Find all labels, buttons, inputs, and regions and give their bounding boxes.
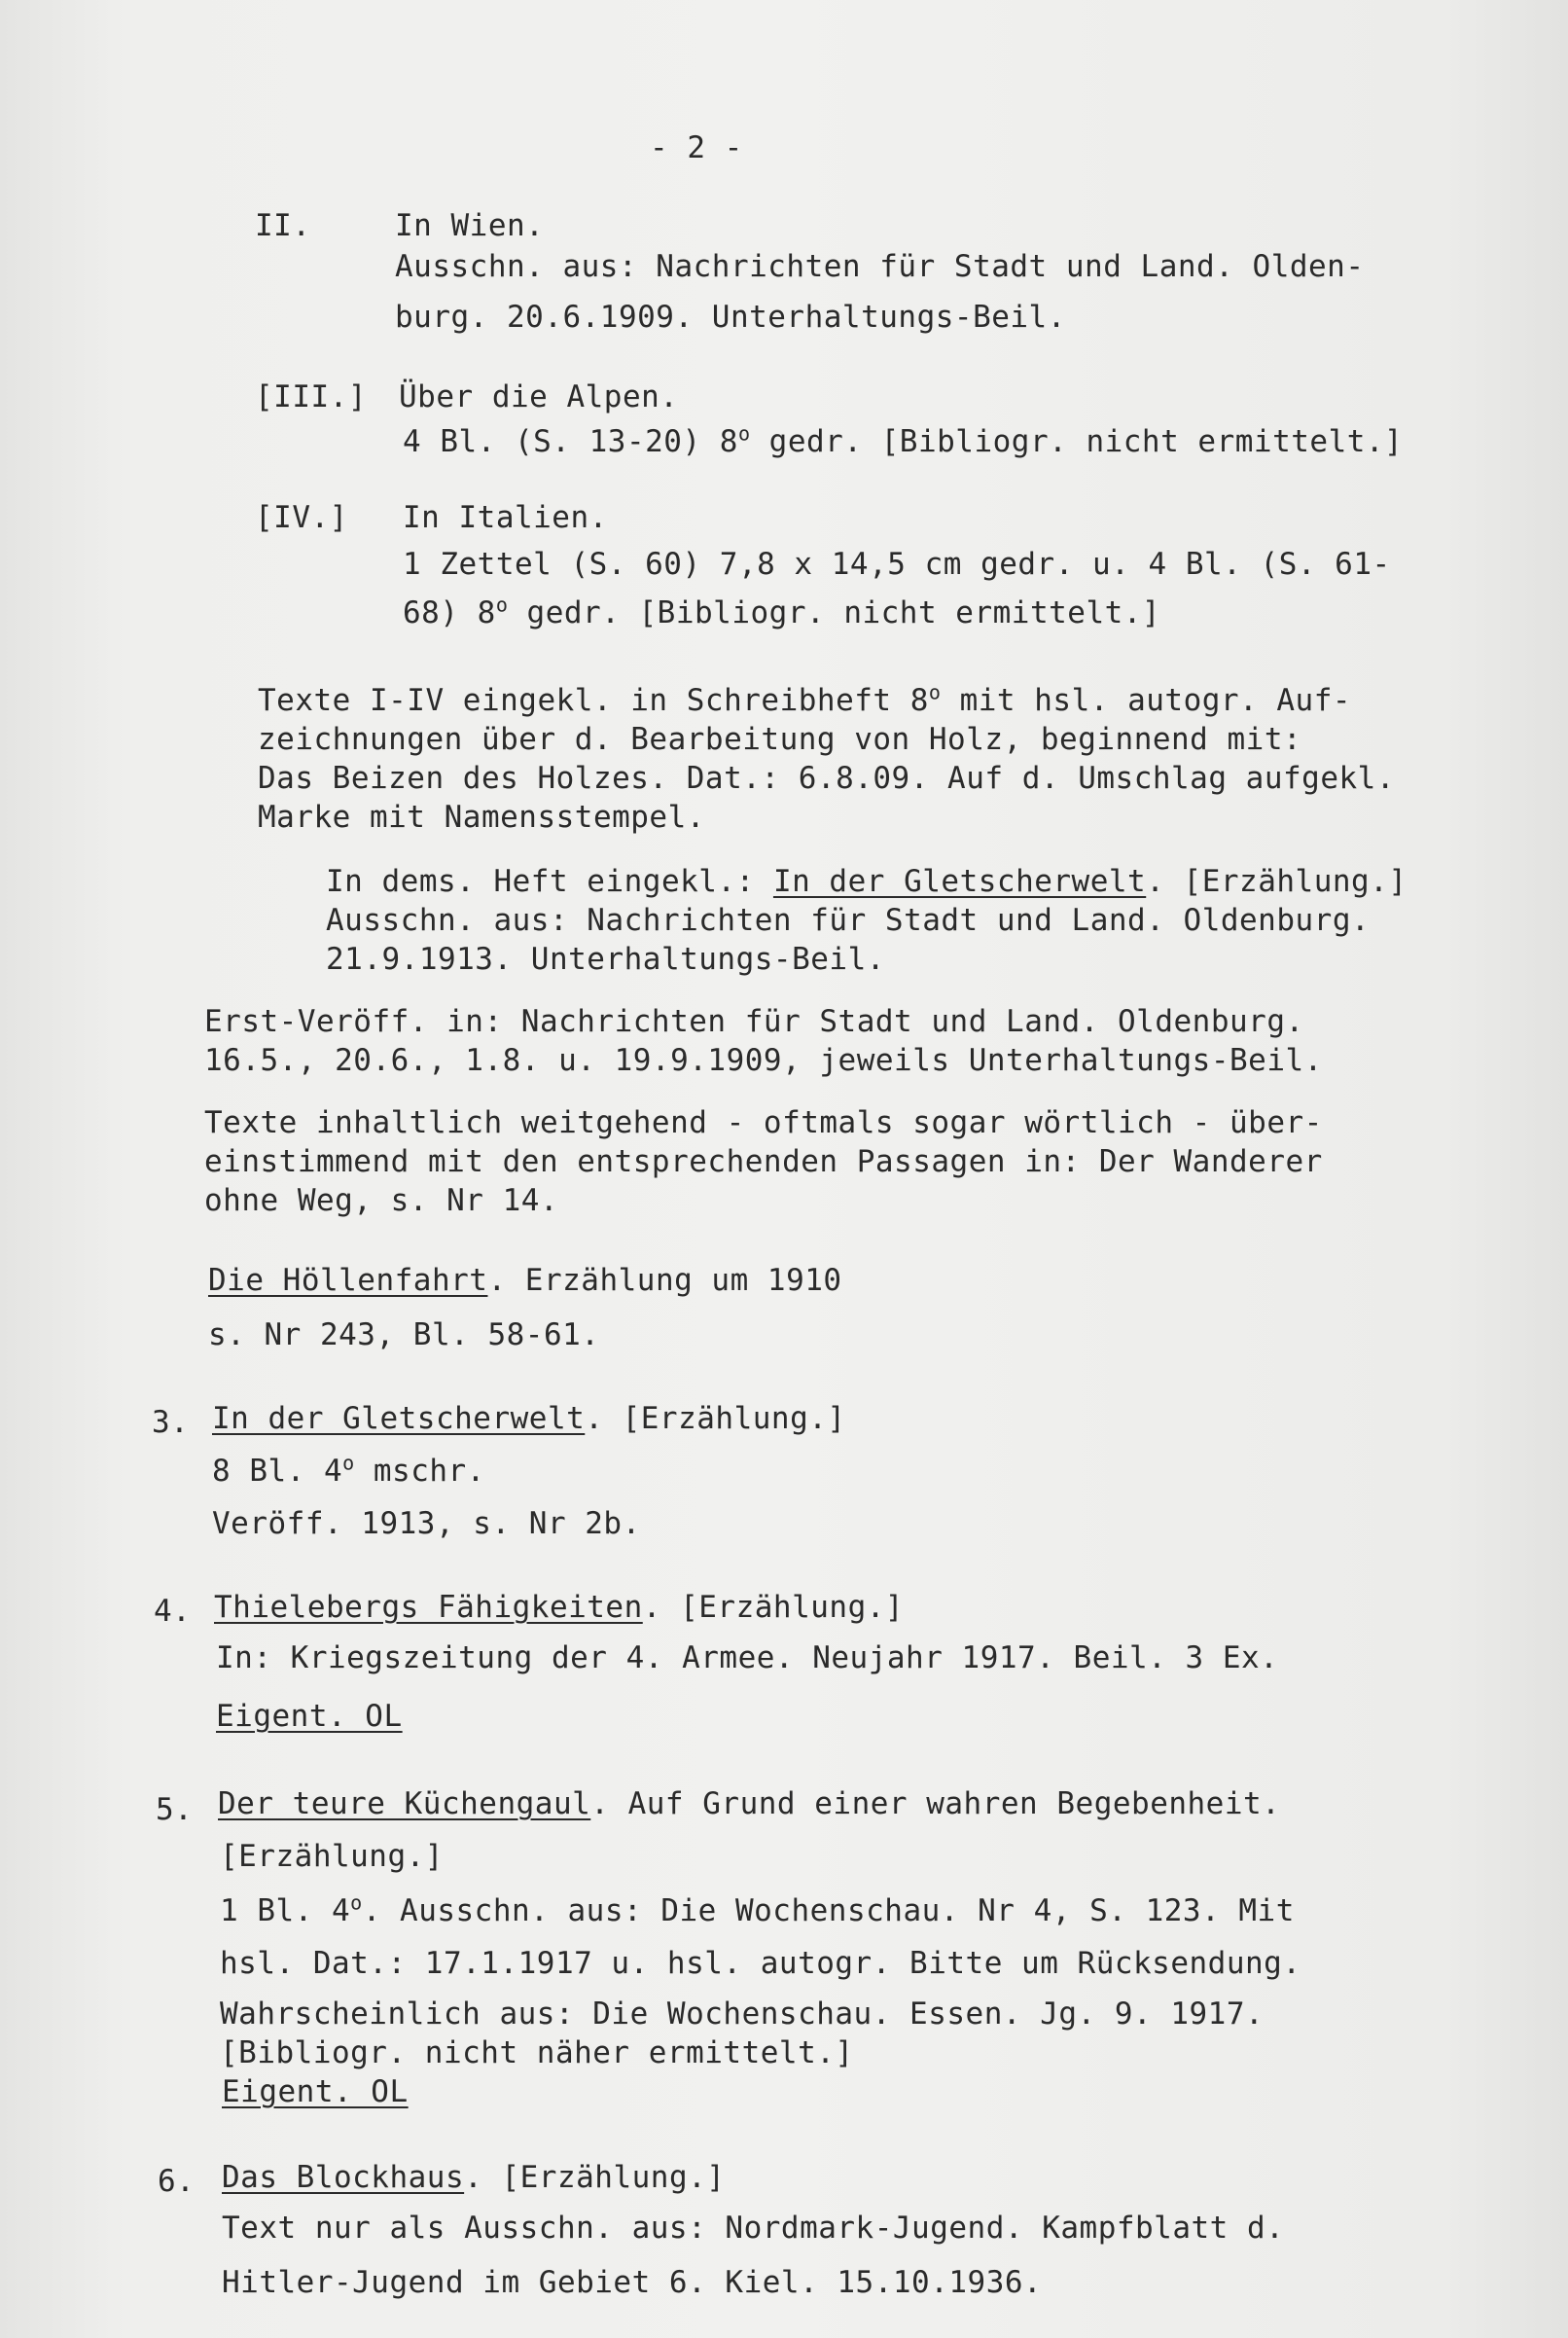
note-line: Erst-Veröff. in: Nachrichten für Stadt und Land. Oldenburg. — [204, 1004, 1304, 1039]
entry-line: In: Kriegszeitung der 4. Armee. Neujahr 1917. Beil. 3 Ex. — [216, 1640, 1279, 1675]
ownership-note: Eigent. OL — [222, 2074, 409, 2109]
entry-line: 1 Zettel (S. 60) 7,8 x 14,5 cm gedr. u. 4 Bl. (S. 61- — [403, 547, 1391, 582]
page-number: - 2 - — [650, 130, 743, 165]
entry-line: [Bibliogr. nicht näher ermittelt.] — [220, 2035, 854, 2070]
note-line: Ausschn. aus: Nachrichten für Stadt und Land. Oldenburg. — [326, 903, 1371, 938]
section-number-iv: [IV.] — [255, 500, 348, 535]
entry-line: 4 Bl. (S. 13-20) 8$^o$ gedr. [Bibliogr. nicht ermittelt.] — [403, 421, 1404, 459]
note-line: Marke mit Namensstempel. — [258, 800, 705, 835]
entry-title-line: Das Blockhaus. [Erzählung.] — [222, 2160, 726, 2195]
entry-line: 8 Bl. 4$^o$ mschr. — [212, 1451, 485, 1489]
entry-title-line: Der teure Küchengaul. Auf Grund einer wahren Begebenheit. — [218, 1786, 1281, 1821]
note-line: In dems. Heft eingekl.: In der Gletscherwelt. [Erzählung.] — [326, 864, 1408, 899]
entry-line: burg. 20.6.1909. Unterhaltungs-Beil. — [395, 300, 1066, 335]
entry-line: Wahrscheinlich aus: Die Wochenschau. Essen. Jg. 9. 1917. — [220, 1996, 1265, 2032]
note-line: 16.5., 20.6., 1.8. u. 19.9.1909, jeweils Unterhaltungs-Beil. — [204, 1043, 1323, 1078]
entry-number-6: 6. — [158, 2164, 196, 2199]
section-title-wien: In Wien. — [395, 208, 545, 243]
entry-line: s. Nr 243, Bl. 58-61. — [208, 1317, 600, 1352]
entry-line: 1 Bl. 4$^o$. Ausschn. aus: Die Wochenschau. Nr 4, S. 123. Mit — [220, 1890, 1295, 1928]
entry-number-3: 3. — [152, 1405, 190, 1440]
section-title-italien: In Italien. — [403, 500, 608, 535]
entry-line: hsl. Dat.: 17.1.1917 u. hsl. autogr. Bitte um Rücksendung. — [220, 1946, 1301, 1981]
entry-number-4: 4. — [154, 1594, 192, 1629]
entry-line: Hitler-Jugend im Gebiet 6. Kiel. 15.10.1936. — [222, 2265, 1043, 2300]
entry-line: Text nur als Ausschn. aus: Nordmark-Jugend. Kampfblatt d. — [222, 2211, 1285, 2246]
entry-line: [Erzählung.] — [220, 1839, 444, 1874]
entry-line: 68) 8$^o$ gedr. [Bibliogr. nicht ermittelt.] — [403, 593, 1161, 630]
entry-number-5: 5. — [156, 1792, 194, 1827]
entry-title-line: In der Gletscherwelt. [Erzählung.] — [212, 1401, 846, 1436]
section-title-alpen: Über die Alpen. — [399, 379, 679, 414]
note-line: Texte inhaltlich weitgehend - oftmals sogar wörtlich - über- — [204, 1105, 1323, 1140]
note-line: zeichnungen über d. Bearbeitung von Holz, beginnend mit: — [258, 722, 1302, 757]
note-line: einstimmend mit den entsprechenden Passagen in: Der Wanderer — [204, 1144, 1323, 1179]
entry-title-line: Thielebergs Fähigkeiten. [Erzählung.] — [214, 1590, 905, 1625]
note-line: 21.9.1913. Unterhaltungs-Beil. — [326, 942, 885, 977]
entry-title-line: Die Höllenfahrt. Erzählung um 1910 — [208, 1263, 842, 1298]
entry-line: Ausschn. aus: Nachrichten für Stadt und Land. Olden- — [395, 249, 1365, 284]
entry-line: Veröff. 1913, s. Nr 2b. — [212, 1506, 641, 1541]
section-number-ii: II. — [255, 208, 311, 243]
section-number-iii: [III.] — [255, 379, 367, 414]
note-line: ohne Weg, s. Nr 14. — [204, 1183, 559, 1218]
note-line: Das Beizen des Holzes. Dat.: 6.8.09. Auf d. Umschlag aufgekl. — [258, 761, 1395, 796]
note-line: Texte I-IV eingekl. in Schreibheft 8$^o$ mit hsl. autogr. Auf- — [258, 680, 1352, 718]
ownership-note: Eigent. OL — [216, 1699, 403, 1734]
